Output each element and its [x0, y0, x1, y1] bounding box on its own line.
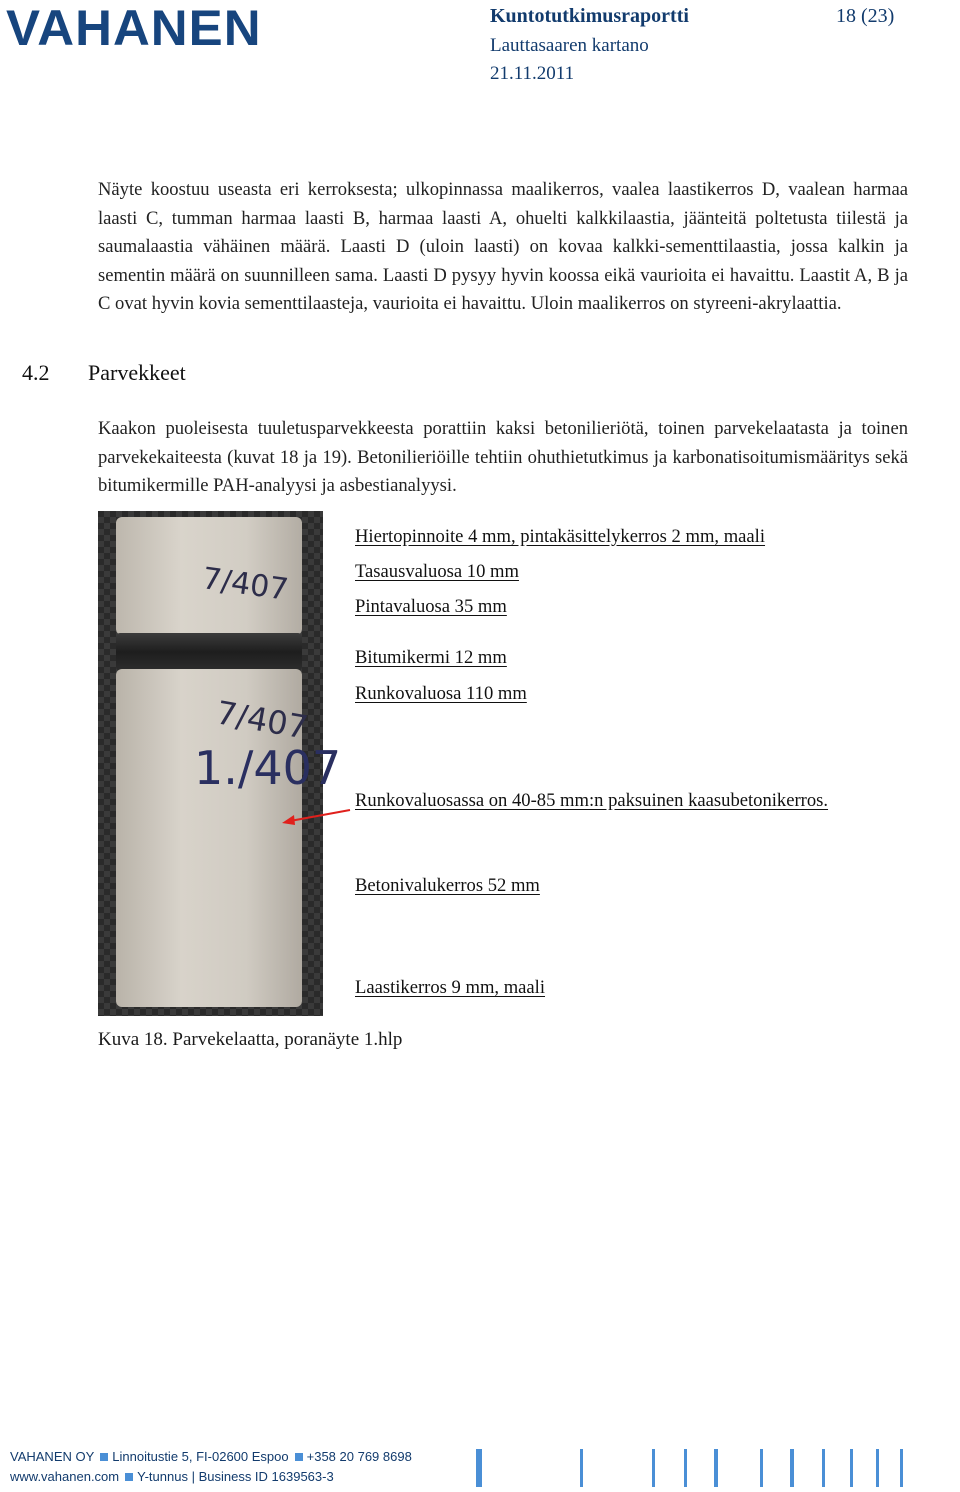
body-paragraph: Kaakon puoleisesta tuuletusparvekkeesta porattiin kaksi betonilieriötä, toinen parvekelaatasta ja toinen parvekekaiteesta (kuvat 18 ja 19). Betonilieriöille tehtiin ohuthietutkimus ja karbonatisoitumismääritys sekä bitumikermille PAH-analyysi ja asbestianalyysi. [98, 418, 908, 496]
footer-company: VAHANEN OY [10, 1449, 95, 1464]
footer-website[interactable]: www.vahanen.com [10, 1469, 120, 1484]
footer-address: Linnoitustie 5, FI-02600 Espoo [112, 1449, 289, 1464]
footer-line-ids [10, 1469, 334, 1484]
section-heading: Parvekkeet [88, 360, 186, 385]
body-paragraph: Näyte koostuu useasta eri kerroksesta; ulkopinnassa maalikerros, vaalea laastikerros D, vaalean harmaa laasti C, tumman harmaa laasti B, harmaa laasti A, ohuelti kalkkilaastia, jäänteitä poltetusta tiilestä ja saumalaastia vähäinen määrä. Laasti D (uloin laasti) on kovaa kalkki-sementtilaastia, jossa kalkin ja sementin määrä on suunnilleen sama. Laasti D pysyy hyvin koossa eikä vaurioita ei havaittu. Laastit A, B ja C ovat hyvin kovia sementtilaasteja, vaurioita ei havaittu. Uloin maalikerros on styreeni-akrylaattia. [98, 179, 908, 314]
layer-label: Runkovaluosa 110 mm [355, 683, 527, 704]
layer-label: Bitumikermi 12 mm [355, 647, 507, 668]
figure-caption: Kuva 18. Parvekelaatta, poranäyte 1.hlp [98, 1029, 403, 1050]
layer-label: Tasausvaluosa 10 mm [355, 561, 519, 582]
pointer-arrow-icon [280, 808, 352, 828]
section-number: 4.2 [22, 360, 50, 385]
company-logo: VAHANEN [6, 0, 262, 56]
layer-label: Runkovaluosassa on 40-85 mm:n paksuinen kaasubetonikerros. [355, 790, 829, 811]
square-bullet-icon [295, 1453, 303, 1461]
report-date: 21.11.2011 [490, 63, 575, 84]
square-bullet-icon [100, 1453, 108, 1461]
sample-mark: 7/407 [213, 693, 311, 747]
layer-label: Pintavaluosa 35 mm [355, 596, 507, 617]
footer-line-contact [10, 1449, 412, 1464]
sample-mark: 1./407 [194, 741, 342, 795]
footer-phone: +358 20 769 8698 [306, 1449, 412, 1464]
footer-bars-decoration [470, 1445, 910, 1491]
layer-label: Hiertopinnoite 4 mm, pintakäsittelykerros 2 mm, maali [355, 526, 766, 547]
layer-label: Laastikerros 9 mm, maali [355, 977, 546, 998]
square-bullet-icon [125, 1473, 133, 1481]
page-number: 18 (23) [836, 5, 895, 27]
report-title: Kuntotutkimusraportti [490, 5, 689, 27]
report-subtitle: Lauttasaaren kartano [490, 35, 649, 56]
layer-label: Betonivalukerros 52 mm [355, 875, 540, 896]
core-sample-photo [98, 511, 342, 1016]
bitumen-band [116, 633, 302, 671]
sample-mark: 7/407 [199, 561, 291, 608]
footer-business-id: Y-tunnus | Business ID 1639563-3 [137, 1469, 334, 1484]
